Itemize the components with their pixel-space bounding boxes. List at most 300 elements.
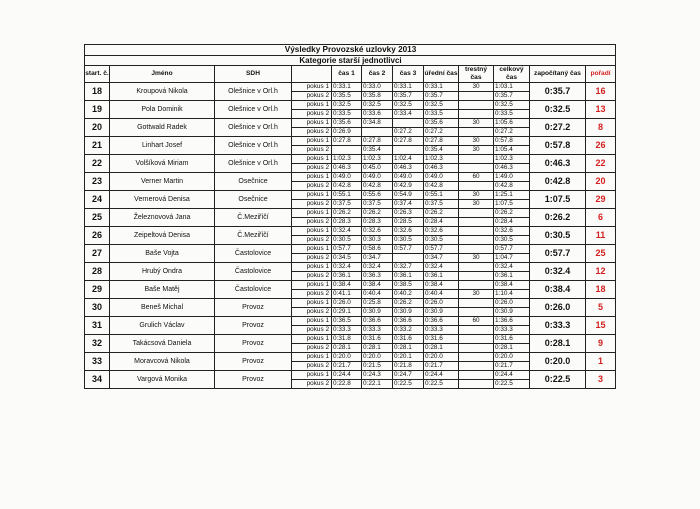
time-1: 0:21.7 <box>332 362 362 371</box>
time-1: 0:28.3 <box>332 218 362 227</box>
competitor-sdh: Provoz <box>215 299 292 317</box>
start-number: 18 <box>85 83 110 101</box>
time-3: 0:32.6 <box>393 227 424 236</box>
penalty-time: 60 <box>459 173 494 182</box>
attempt-label: pokus 2 <box>292 272 332 281</box>
penalty-time <box>459 245 494 254</box>
official-time: 0:27.8 <box>424 137 459 146</box>
official-time: 0:35.4 <box>424 146 459 155</box>
start-number: 34 <box>85 371 110 389</box>
competitor-name: Hrubý Ondra <box>110 263 215 281</box>
time-1: 0:33.5 <box>332 110 362 119</box>
time-1: 0:24.4 <box>332 371 362 380</box>
time-2: 0:24.3 <box>362 371 393 380</box>
total-time: 0:32.4 <box>494 263 530 272</box>
time-3: 0:57.7 <box>393 245 424 254</box>
time-1: 0:33.3 <box>332 326 362 335</box>
time-3: 0:36.1 <box>393 272 424 281</box>
competitor-name: Linhart Josef <box>110 137 215 155</box>
time-2: 0:32.6 <box>362 227 393 236</box>
official-time: 0:24.4 <box>424 371 459 380</box>
competitor-name: Grulich Václav <box>110 317 215 335</box>
rank: 12 <box>586 263 616 281</box>
time-1: 0:26.9 <box>332 128 362 137</box>
total-time: 0:33.3 <box>494 326 530 335</box>
counted-time: 0:42.8 <box>530 173 586 191</box>
attempt-label: pokus 1 <box>292 173 332 182</box>
header-total-time: celkový čas <box>494 66 530 83</box>
competitor-name: Baše Vojta <box>110 245 215 263</box>
time-3 <box>393 119 424 128</box>
official-time: 0:35.7 <box>424 92 459 101</box>
total-time: 1:05.4 <box>494 146 530 155</box>
penalty-time <box>459 92 494 101</box>
competitor-sdh: Častolovice <box>215 281 292 299</box>
time-2: 0:33.6 <box>362 110 393 119</box>
total-time: 0:36.1 <box>494 272 530 281</box>
time-2: 0:35.4 <box>362 146 393 155</box>
time-3: 0:33.4 <box>393 110 424 119</box>
competitor-sdh: Osečnice <box>215 191 292 209</box>
table-row <box>85 137 616 146</box>
header-penalty-time: trestný čas <box>459 66 494 83</box>
counted-time: 0:46.3 <box>530 155 586 173</box>
time-2: 0:26.2 <box>362 209 393 218</box>
official-time: 0:33.1 <box>424 83 459 92</box>
rank: 8 <box>586 119 616 137</box>
total-time: 0:46.3 <box>494 164 530 173</box>
penalty-time <box>459 335 494 344</box>
penalty-time: 30 <box>459 137 494 146</box>
time-3: 0:38.5 <box>393 281 424 290</box>
penalty-time <box>459 227 494 236</box>
time-3: 0:49.0 <box>393 173 424 182</box>
time-1: 0:28.1 <box>332 344 362 353</box>
competitor-name: Kroupová Nikola <box>110 83 215 101</box>
time-3: 0:22.5 <box>393 380 424 389</box>
official-time: 0:42.8 <box>424 182 459 191</box>
time-3: 0:30.9 <box>393 308 424 317</box>
official-time: 0:57.7 <box>424 245 459 254</box>
penalty-time <box>459 182 494 191</box>
attempt-label: pokus 1 <box>292 137 332 146</box>
total-time: 0:32.6 <box>494 227 530 236</box>
counted-time: 0:33.3 <box>530 317 586 335</box>
competitor-name: Baše Matěj <box>110 281 215 299</box>
header-sdh: SDH <box>215 66 292 83</box>
time-2: 0:30.3 <box>362 236 393 245</box>
total-time: 1:05.6 <box>494 119 530 128</box>
official-time: 0:30.9 <box>424 308 459 317</box>
time-1: 0:37.5 <box>332 200 362 209</box>
time-1: 0:36.1 <box>332 272 362 281</box>
competitor-name: Verner Martin <box>110 173 215 191</box>
official-time: 0:33.5 <box>424 110 459 119</box>
penalty-time <box>459 281 494 290</box>
penalty-time <box>459 380 494 389</box>
time-1: 0:36.5 <box>332 317 362 326</box>
attempt-label: pokus 2 <box>292 380 332 389</box>
time-3: 0:42.9 <box>393 182 424 191</box>
attempt-label: pokus 2 <box>292 146 332 155</box>
time-3: 0:46.3 <box>393 164 424 173</box>
rank: 18 <box>586 281 616 299</box>
start-number: 29 <box>85 281 110 299</box>
official-time: 0:28.1 <box>424 344 459 353</box>
attempt-label: pokus 2 <box>292 344 332 353</box>
competitor-sdh: Provoz <box>215 371 292 389</box>
official-time: 0:26.0 <box>424 299 459 308</box>
time-3: 0:30.5 <box>393 236 424 245</box>
time-2: 0:20.0 <box>362 353 393 362</box>
penalty-time: 30 <box>459 83 494 92</box>
attempt-label: pokus 2 <box>292 182 332 191</box>
time-3: 0:36.6 <box>393 317 424 326</box>
time-1: 0:57.7 <box>332 245 362 254</box>
attempt-label: pokus 1 <box>292 317 332 326</box>
competitor-sdh: Provoz <box>215 335 292 353</box>
time-2: 0:33.0 <box>362 83 393 92</box>
total-time: 1:10.4 <box>494 290 530 299</box>
competitor-name: Zeipeltová Denisa <box>110 227 215 245</box>
time-3: 0:54.9 <box>393 191 424 200</box>
penalty-time <box>459 362 494 371</box>
rank: 25 <box>586 245 616 263</box>
total-time: 0:20.0 <box>494 353 530 362</box>
competitor-name: Vernerová Denisa <box>110 191 215 209</box>
official-time: 0:26.2 <box>424 209 459 218</box>
total-time: 1:02.3 <box>494 155 530 164</box>
penalty-time: 30 <box>459 290 494 299</box>
time-1: 0:32.4 <box>332 227 362 236</box>
start-number: 20 <box>85 119 110 137</box>
time-2: 0:36.3 <box>362 272 393 281</box>
counted-time: 0:30.5 <box>530 227 586 245</box>
total-time: 0:57.8 <box>494 137 530 146</box>
official-time: 0:37.5 <box>424 200 459 209</box>
attempt-label: pokus 1 <box>292 155 332 164</box>
time-2: 1:02.3 <box>362 155 393 164</box>
time-2: 0:45.0 <box>362 164 393 173</box>
time-2: 0:49.0 <box>362 173 393 182</box>
rank: 11 <box>586 227 616 245</box>
start-number: 22 <box>85 155 110 173</box>
attempt-label: pokus 1 <box>292 335 332 344</box>
header-time-3: čas 3 <box>393 66 424 83</box>
rank: 22 <box>586 155 616 173</box>
competitor-name: Beneš Michal <box>110 299 215 317</box>
time-2: 0:34.8 <box>362 119 393 128</box>
rank: 5 <box>586 299 616 317</box>
total-time: 0:35.7 <box>494 92 530 101</box>
rank: 15 <box>586 317 616 335</box>
attempt-label: pokus 2 <box>292 308 332 317</box>
official-time: 0:49.0 <box>424 173 459 182</box>
time-1: 0:29.1 <box>332 308 362 317</box>
counted-time: 0:20.0 <box>530 353 586 371</box>
attempt-label: pokus 1 <box>292 227 332 236</box>
total-time: 0:32.5 <box>494 101 530 110</box>
table-row <box>85 299 616 308</box>
counted-time: 1:07.5 <box>530 191 586 209</box>
attempt-label: pokus 2 <box>292 254 332 263</box>
official-time: 0:32.6 <box>424 227 459 236</box>
penalty-time: 30 <box>459 200 494 209</box>
competitor-name: Pola Dominik <box>110 101 215 119</box>
rank: 13 <box>586 101 616 119</box>
attempt-label: pokus 1 <box>292 263 332 272</box>
rank: 3 <box>586 371 616 389</box>
penalty-time <box>459 326 494 335</box>
total-time: 0:30.9 <box>494 308 530 317</box>
competitor-name: Gottwald Radek <box>110 119 215 137</box>
time-1: 0:26.0 <box>332 299 362 308</box>
time-3: 1:02.4 <box>393 155 424 164</box>
header-name: Jméno <box>110 66 215 83</box>
counted-time: 0:57.7 <box>530 245 586 263</box>
competitor-sdh: Osečnice <box>215 173 292 191</box>
counted-time: 0:22.5 <box>530 371 586 389</box>
competitor-name: Železnovová Jana <box>110 209 215 227</box>
total-time: 1:03.1 <box>494 83 530 92</box>
header-rank: pořadí <box>586 66 616 83</box>
rank: 29 <box>586 191 616 209</box>
time-2: 0:34.7 <box>362 254 393 263</box>
total-time: 0:30.5 <box>494 236 530 245</box>
time-1: 0:26.2 <box>332 209 362 218</box>
time-3: 0:33.2 <box>393 326 424 335</box>
category-subtitle: Kategorie starší jednotlivci <box>85 56 616 66</box>
competitor-sdh: Provoz <box>215 317 292 335</box>
time-1: 0:42.8 <box>332 182 362 191</box>
start-number: 26 <box>85 227 110 245</box>
total-time: 0:28.4 <box>494 218 530 227</box>
official-time: 0:46.3 <box>424 164 459 173</box>
competitor-sdh: Olešnice v Orl.h <box>215 137 292 155</box>
table-row <box>85 209 616 218</box>
table-row <box>85 245 616 254</box>
penalty-time <box>459 209 494 218</box>
time-3: 0:35.7 <box>393 92 424 101</box>
time-1: 0:32.4 <box>332 263 362 272</box>
counted-time: 0:32.5 <box>530 101 586 119</box>
time-2: 0:21.5 <box>362 362 393 371</box>
start-number: 27 <box>85 245 110 263</box>
penalty-time <box>459 236 494 245</box>
official-time: 0:20.0 <box>424 353 459 362</box>
time-1 <box>332 146 362 155</box>
table-row <box>85 155 616 164</box>
time-1: 0:22.8 <box>332 380 362 389</box>
official-time: 0:33.3 <box>424 326 459 335</box>
table-row <box>85 281 616 290</box>
time-3: 0:21.8 <box>393 362 424 371</box>
counted-time: 0:28.1 <box>530 335 586 353</box>
counted-time: 0:32.4 <box>530 263 586 281</box>
attempt-label: pokus 2 <box>292 290 332 299</box>
table-row <box>85 317 616 326</box>
counted-time: 0:26.0 <box>530 299 586 317</box>
official-time: 0:32.5 <box>424 101 459 110</box>
official-time: 0:22.5 <box>424 380 459 389</box>
competitor-name: Moravcová Nikola <box>110 353 215 371</box>
total-time: 0:27.2 <box>494 128 530 137</box>
attempt-label: pokus 1 <box>292 191 332 200</box>
total-time: 0:31.6 <box>494 335 530 344</box>
time-1: 0:46.3 <box>332 164 362 173</box>
competitor-sdh: Olešnice v Orl.h <box>215 101 292 119</box>
attempt-label: pokus 1 <box>292 83 332 92</box>
competitor-sdh: Provoz <box>215 353 292 371</box>
time-3: 0:20.1 <box>393 353 424 362</box>
attempt-label: pokus 1 <box>292 371 332 380</box>
penalty-time: 30 <box>459 119 494 128</box>
total-time: 1:25.1 <box>494 191 530 200</box>
time-3: 0:24.7 <box>393 371 424 380</box>
time-2: 0:27.8 <box>362 137 393 146</box>
rank: 26 <box>586 137 616 155</box>
attempt-label: pokus 1 <box>292 245 332 254</box>
start-number: 24 <box>85 191 110 209</box>
time-2: 0:36.6 <box>362 317 393 326</box>
attempt-label: pokus 2 <box>292 218 332 227</box>
penalty-time <box>459 308 494 317</box>
counted-time: 0:35.7 <box>530 83 586 101</box>
penalty-time <box>459 263 494 272</box>
time-3 <box>393 146 424 155</box>
time-2: 0:31.6 <box>362 335 393 344</box>
competitor-sdh: Častolovice <box>215 263 292 281</box>
time-1: 0:32.5 <box>332 101 362 110</box>
penalty-time <box>459 110 494 119</box>
time-2: 0:32.4 <box>362 263 393 272</box>
time-3: 0:28.5 <box>393 218 424 227</box>
start-number: 25 <box>85 209 110 227</box>
competitor-sdh: Olešnice v Orl.h <box>215 83 292 101</box>
competitor-sdh: Olešnice v Orl.h <box>215 155 292 173</box>
time-1: 0:30.5 <box>332 236 362 245</box>
competitor-sdh: Častolovice <box>215 245 292 263</box>
official-time: 0:40.4 <box>424 290 459 299</box>
attempt-label: pokus 2 <box>292 92 332 101</box>
penalty-time <box>459 128 494 137</box>
competitor-sdh: Č.Meziříčí <box>215 209 292 227</box>
table-row <box>85 83 616 92</box>
total-time: 1:36.6 <box>494 317 530 326</box>
total-time: 0:57.7 <box>494 245 530 254</box>
competitor-name: Takácsová Daniela <box>110 335 215 353</box>
time-2: 0:55.6 <box>362 191 393 200</box>
table-row <box>85 227 616 236</box>
time-2: 0:37.5 <box>362 200 393 209</box>
table-row <box>85 191 616 200</box>
rank: 6 <box>586 209 616 227</box>
attempt-label: pokus 1 <box>292 281 332 290</box>
official-time: 0:21.7 <box>424 362 459 371</box>
time-3: 0:33.1 <box>393 83 424 92</box>
penalty-time <box>459 344 494 353</box>
time-1: 0:55.1 <box>332 191 362 200</box>
total-time: 0:38.4 <box>494 281 530 290</box>
time-1: 0:33.1 <box>332 83 362 92</box>
counted-time: 0:38.4 <box>530 281 586 299</box>
official-time: 0:32.4 <box>424 263 459 272</box>
penalty-time <box>459 371 494 380</box>
table-row <box>85 101 616 110</box>
time-2: 0:58.6 <box>362 245 393 254</box>
attempt-label: pokus 2 <box>292 164 332 173</box>
page-title: Výsledky Provozské uzlovky 2013 <box>85 45 616 56</box>
competitor-name: Volšíková Miriam <box>110 155 215 173</box>
time-2: 0:42.8 <box>362 182 393 191</box>
time-1: 0:20.0 <box>332 353 362 362</box>
total-time: 0:21.7 <box>494 362 530 371</box>
total-time: 1:07.5 <box>494 200 530 209</box>
total-time: 0:26.0 <box>494 299 530 308</box>
time-2: 0:33.3 <box>362 326 393 335</box>
table-row <box>85 353 616 362</box>
time-3: 0:27.2 <box>393 128 424 137</box>
start-number: 32 <box>85 335 110 353</box>
rank: 16 <box>586 83 616 101</box>
penalty-time: 30 <box>459 146 494 155</box>
time-3: 0:32.5 <box>393 101 424 110</box>
attempt-label: pokus 2 <box>292 326 332 335</box>
start-number: 19 <box>85 101 110 119</box>
competitor-sdh: Č.Meziříčí <box>215 227 292 245</box>
official-time: 0:35.6 <box>424 119 459 128</box>
official-time: 0:27.2 <box>424 128 459 137</box>
start-number: 28 <box>85 263 110 281</box>
table-row <box>85 335 616 344</box>
time-1: 1:02.3 <box>332 155 362 164</box>
table-row <box>85 173 616 182</box>
official-time: 0:38.4 <box>424 281 459 290</box>
penalty-time <box>459 164 494 173</box>
official-time: 0:55.1 <box>424 191 459 200</box>
time-2: 0:25.8 <box>362 299 393 308</box>
rank: 1 <box>586 353 616 371</box>
total-time: 0:33.5 <box>494 110 530 119</box>
attempt-label: pokus 1 <box>292 101 332 110</box>
total-time: 1:04.7 <box>494 254 530 263</box>
results-sheet <box>84 44 615 389</box>
time-3: 0:37.4 <box>393 200 424 209</box>
total-time: 0:42.8 <box>494 182 530 191</box>
results-table <box>84 44 616 389</box>
start-number: 33 <box>85 353 110 371</box>
header-attempt <box>292 66 332 83</box>
attempt-label: pokus 1 <box>292 299 332 308</box>
official-time: 0:31.6 <box>424 335 459 344</box>
counted-time: 0:27.2 <box>530 119 586 137</box>
time-2: 0:38.4 <box>362 281 393 290</box>
rank: 20 <box>586 173 616 191</box>
attempt-label: pokus 1 <box>292 353 332 362</box>
counted-time: 0:57.8 <box>530 137 586 155</box>
time-1: 0:41.1 <box>332 290 362 299</box>
time-1: 0:38.4 <box>332 281 362 290</box>
penalty-time <box>459 299 494 308</box>
time-3: 0:27.8 <box>393 137 424 146</box>
attempt-label: pokus 2 <box>292 110 332 119</box>
time-3: 0:26.3 <box>393 209 424 218</box>
header-row <box>85 66 616 83</box>
total-time: 0:26.2 <box>494 209 530 218</box>
penalty-time <box>459 353 494 362</box>
start-number: 23 <box>85 173 110 191</box>
penalty-time <box>459 155 494 164</box>
